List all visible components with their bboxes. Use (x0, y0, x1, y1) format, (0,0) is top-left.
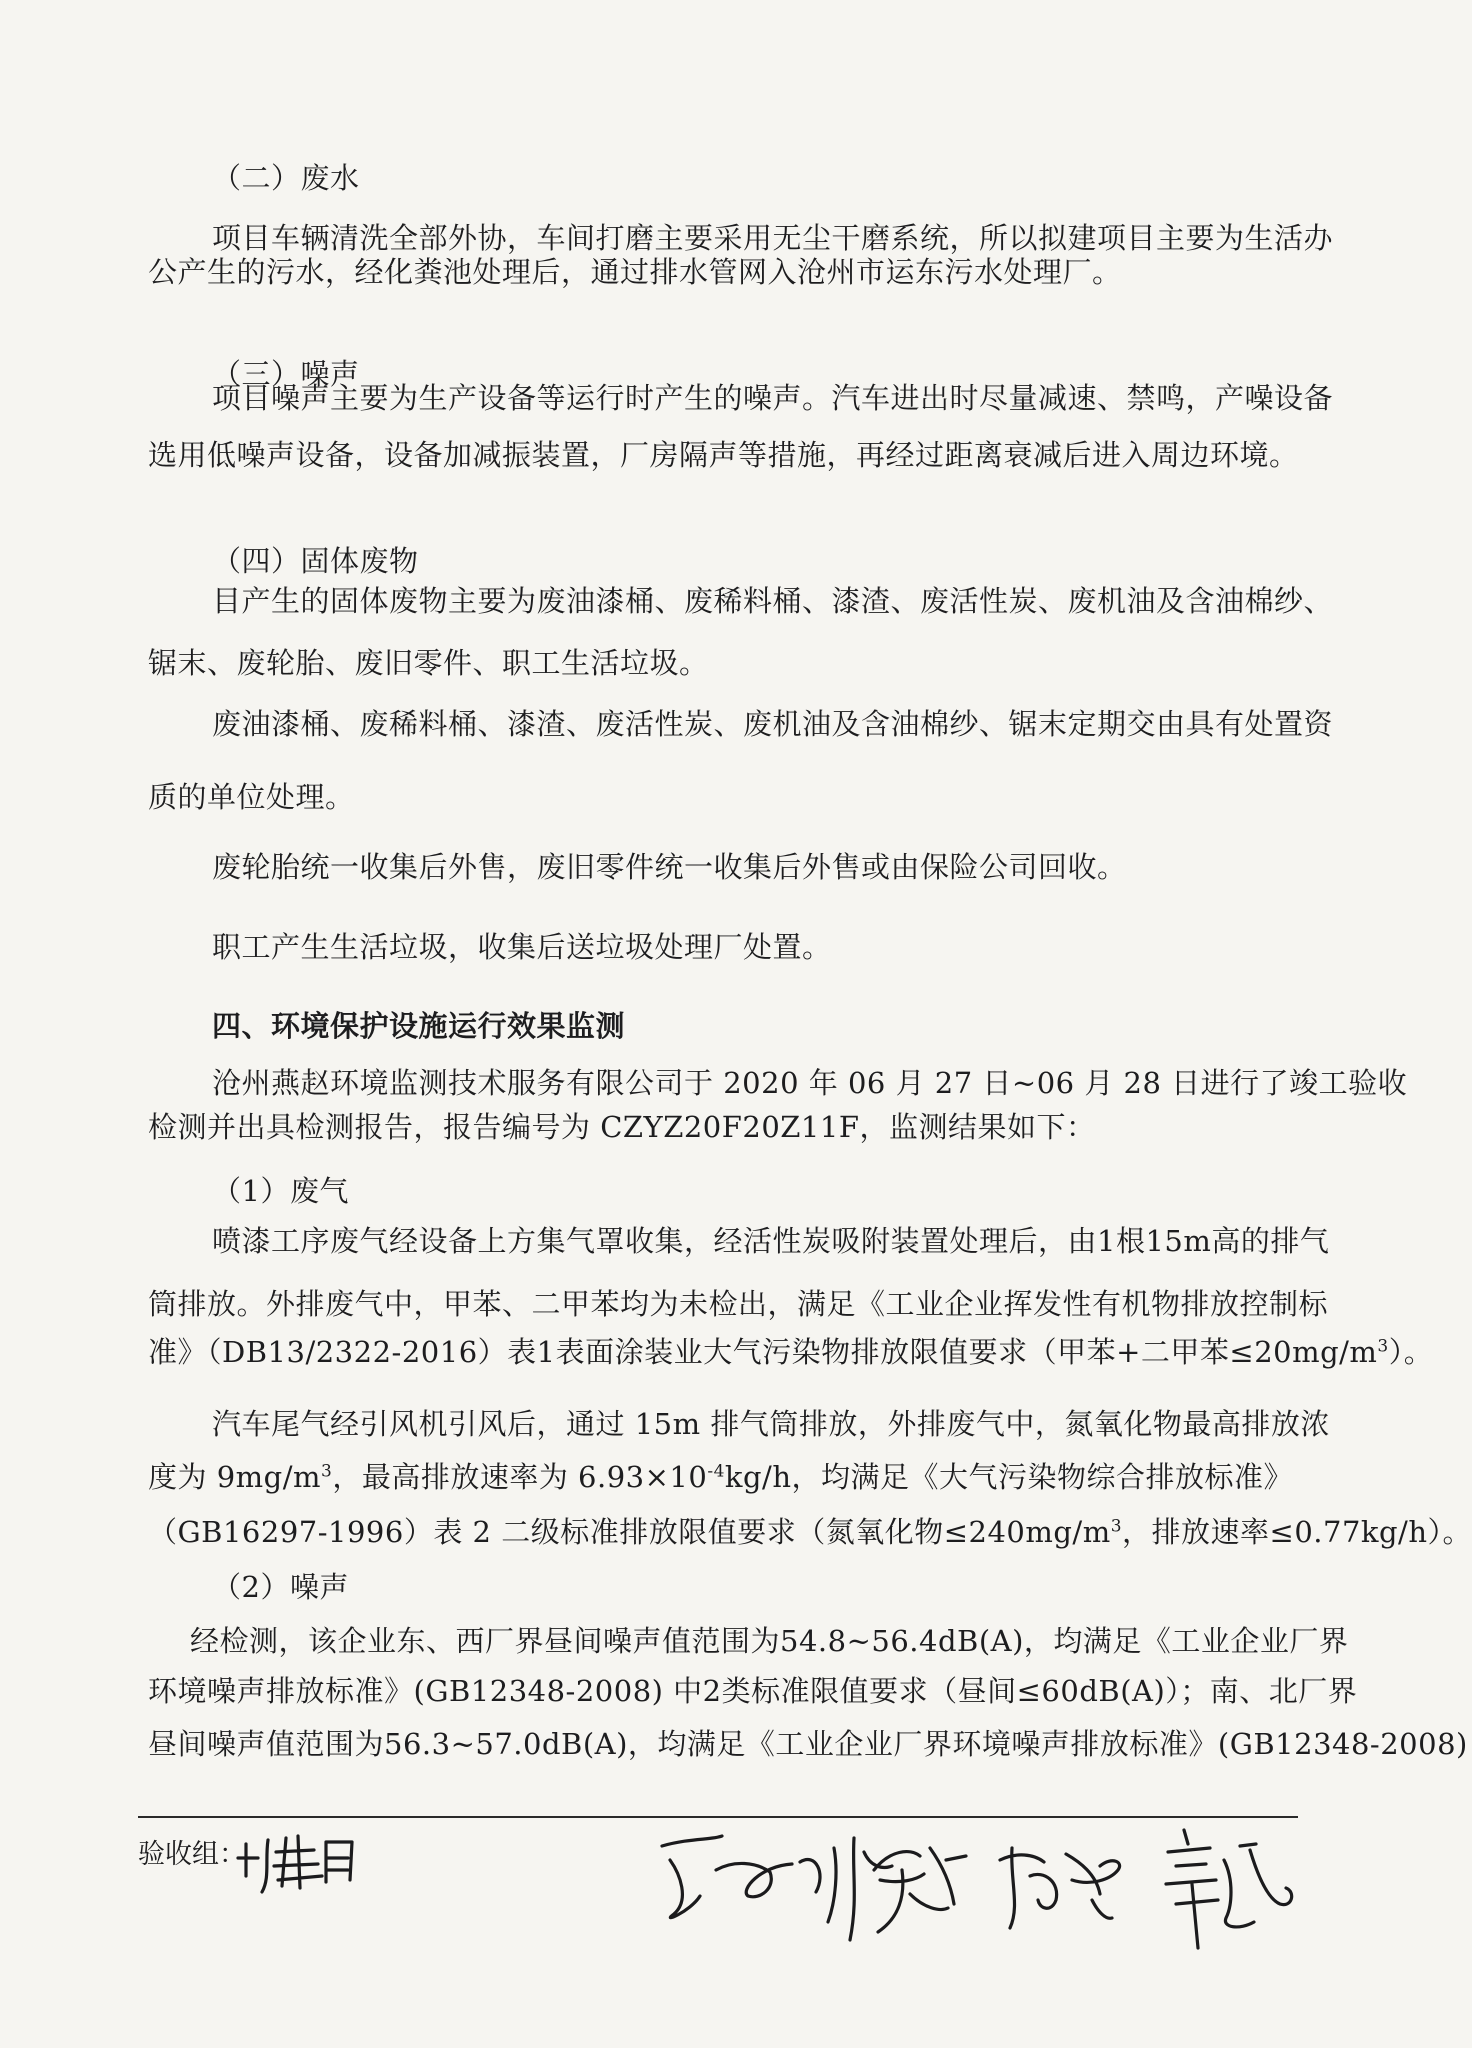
superscript: -4 (707, 1461, 725, 1482)
text-run: ）。 (1388, 1335, 1434, 1369)
heading-noise: （三）噪声 (212, 357, 360, 391)
paragraph-line: 职工产生生活垃圾，收集后送垃圾处理厂处置。 (212, 930, 832, 964)
signature-2 (662, 1836, 892, 1940)
text-run: ，排放速率≤0.77kg/h）。 (1122, 1515, 1472, 1549)
paragraph-line: 公产生的污水，经化粪池处理后，通过排水管网入沧州市运东污水处理厂。 (148, 255, 1122, 289)
paragraph-line: 废油漆桶、废稀料桶、漆渣、废活性炭、废机油及含油棉纱、锯末定期交由具有处置资 (212, 707, 1334, 741)
paragraph-line: 经检测，该企业东、西厂界昼间噪声值范围为54.8~56.4dB(A)，均满足《工业企业厂界 (190, 1624, 1349, 1658)
paragraph-line: 昼间噪声值范围为56.3~57.0dB(A)，均满足《工业企业厂界环境噪声排放标准》(GB12348-2008) (148, 1727, 1468, 1761)
text-run: （GB16297-1996）表 2 二级标准排放限值要求（氮氧化物≤240mg/m (148, 1515, 1111, 1549)
signature-4 (1000, 1848, 1120, 1928)
paragraph-line (148, 1459, 1293, 1495)
section-heading: 四、环境保护设施运行效果监测 (212, 1009, 626, 1043)
heading-solid-waste: （四）固体废物 (212, 544, 419, 578)
paragraph-line: 项目噪声主要为生产设备等运行时产生的噪声。汽车进出时尽量减速、禁鸣，产噪设备 (212, 381, 1334, 415)
paragraph-line: 选用低噪声设备，设备加减振装置，厂房隔声等措施，再经过距离衰减后进入周边环境。 (148, 438, 1299, 472)
paragraph-line (148, 1514, 1472, 1550)
text-run: ，最高排放速率为 6.93×10 (332, 1460, 708, 1494)
signature-1 (238, 1836, 352, 1892)
superscript: 3 (1110, 1516, 1123, 1537)
text-run: 度为 9mg/m (148, 1460, 322, 1494)
paragraph-line: 废轮胎统一收集后外售，废旧零件统一收集后外售或由保险公司回收。 (212, 850, 1127, 884)
superscript: 3 (1377, 1336, 1389, 1357)
paragraph-line: 项目车辆清洗全部外协，车间打磨主要采用无尘干磨系统，所以拟建项目主要为生活办 (212, 221, 1334, 255)
paragraph-line: 锯末、废轮胎、废旧零件、职工生活垃圾。 (148, 646, 709, 680)
acceptance-group-label: 验收组： (138, 1839, 246, 1870)
heading-noise-2: （2）噪声 (212, 1570, 349, 1604)
paragraph-line: 目产生的固体废物主要为废油漆桶、废稀料桶、漆渣、废活性炭、废机油及含油棉纱、 (212, 584, 1334, 618)
paragraph-line: 质的单位处理。 (148, 780, 355, 814)
heading-wastewater: （二）废水 (212, 161, 360, 195)
signature-5 (1166, 1830, 1292, 1948)
text-run: 准》（DB13/2322-2016）表1表面涂装业大气污染物排放限值要求（甲苯+二甲苯≤20mg/m (148, 1335, 1378, 1369)
paragraph-line: 喷漆工序废气经设备上方集气罩收集，经活性炭吸附装置处理后，由1根15m高的排气 (212, 1224, 1330, 1258)
paragraph-line: 检测并出具检测报告，报告编号为 CZYZ20F20Z11F，监测结果如下： (148, 1110, 1096, 1144)
paragraph-line: 汽车尾气经引风机引风后，通过 15m 排气筒排放，外排废气中，氮氧化物最高排放浓 (212, 1407, 1330, 1441)
paragraph-line: 筒排放。外排废气中，甲苯、二甲苯均为未检出，满足《工业企业挥发性有机物排放控制标 (148, 1287, 1329, 1321)
paragraph-line (148, 1334, 1433, 1370)
footer-divider (138, 1816, 1298, 1818)
text-run: kg/h，均满足《大气污染物综合排放标准》 (724, 1460, 1293, 1494)
paragraph-line: 环境噪声排放标准》(GB12348-2008) 中2类标准限值要求（昼间≤60dB(A)）；南、北厂界 (148, 1674, 1358, 1708)
heading-gas: （1）废气 (212, 1174, 349, 1208)
superscript: 3 (321, 1461, 333, 1482)
paragraph-line: 沧州燕赵环境监测技术服务有限公司于 2020 年 06 月 27 日~06 月 28 日进行了竣工验收 (212, 1066, 1408, 1100)
signature-3 (874, 1848, 966, 1932)
